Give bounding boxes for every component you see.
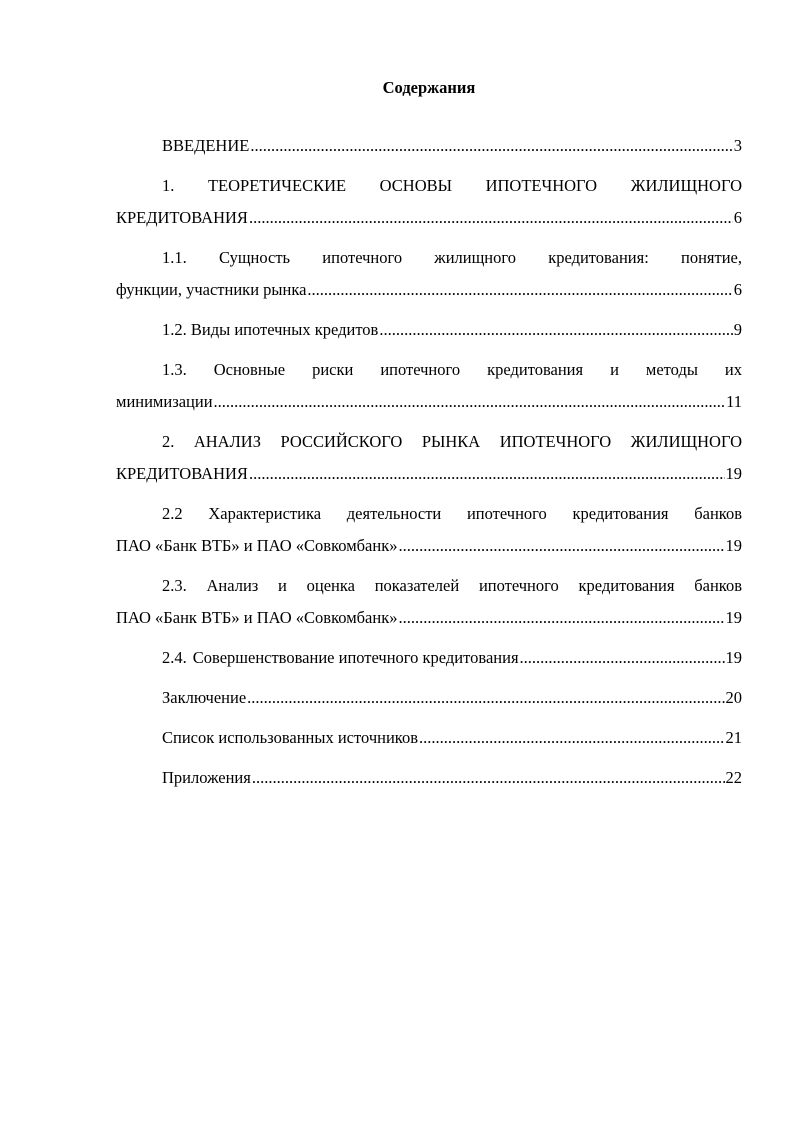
toc-page-number: 19: [725, 464, 742, 483]
toc-page-number: 19: [725, 648, 742, 667]
toc-leader-dots: [520, 642, 725, 674]
toc-entry-text: 1.2. Виды ипотечных кредитов: [162, 320, 379, 339]
toc-entry-section-2-3[interactable]: [116, 570, 742, 634]
toc-entry-text: Список использованных источников: [162, 728, 418, 747]
toc-leader-dots: [398, 602, 724, 634]
toc-entry-text-line2: минимизации: [116, 392, 213, 411]
toc-entry-text-line1: 2.2 Характеристика деятельности ипотечного кредитования банков: [162, 504, 742, 523]
toc-entry-section-1-1[interactable]: [116, 242, 742, 306]
toc-entry-text-line1: 2.3. Анализ и оценка показателей ипотечного кредитования банков: [162, 576, 742, 595]
toc-leader-dots: [214, 386, 726, 418]
toc-leader-dots: [249, 202, 733, 234]
toc-entry-text-line2: функции, участники рынка: [116, 280, 307, 299]
toc-entry-text: Совершенствование ипотечного кредитования: [192, 648, 519, 667]
toc-page-number: 6: [733, 208, 742, 227]
toc-entry-conclusion[interactable]: [116, 682, 742, 714]
toc-leader-dots: [307, 274, 732, 306]
toc-leader-dots: [419, 722, 725, 754]
page-title: Содержания: [382, 78, 476, 97]
toc-entry-introduction[interactable]: [116, 130, 742, 162]
toc-leader-dots: [379, 314, 732, 346]
toc-leader-dots: [247, 682, 724, 714]
table-of-contents: [116, 130, 742, 802]
toc-entry-chapter-1[interactable]: [116, 170, 742, 234]
toc-page-number: 19: [725, 608, 742, 627]
toc-leader-dots: [249, 458, 725, 490]
toc-page-number: 6: [733, 280, 742, 299]
toc-entry-chapter-2[interactable]: [116, 426, 742, 490]
toc-page-number: 19: [725, 536, 742, 555]
toc-page-number: 22: [725, 768, 742, 787]
toc-page-number: 9: [733, 320, 742, 339]
toc-leader-dots: [398, 530, 724, 562]
toc-entry-section-1-2[interactable]: [116, 314, 742, 346]
toc-entry-text-line2: ПАО «Банк ВТБ» и ПАО «Совкомбанк»: [116, 608, 398, 627]
toc-page-number: 20: [725, 688, 742, 707]
toc-entry-appendices[interactable]: [116, 762, 742, 794]
toc-entry-section-1-3[interactable]: [116, 354, 742, 418]
toc-entry-text: Приложения: [162, 768, 251, 787]
toc-entry-text-line1: 1.1. Сущность ипотечного жилищного кредитования: понятие,: [162, 248, 742, 267]
toc-entry-text-line1: 1. ТЕОРЕТИЧЕСКИЕ ОСНОВЫ ИПОТЕЧНОГО ЖИЛИЩНОГО: [162, 176, 742, 195]
toc-entry-text: Заключение: [162, 688, 247, 707]
toc-leader-dots: [250, 130, 732, 162]
toc-entry-text: ВВЕДЕНИЕ: [162, 136, 250, 155]
toc-entry-number: 2.4.: [162, 648, 187, 667]
toc-entry-text-line2: КРЕДИТОВАНИЯ: [116, 464, 248, 483]
toc-page-number: 11: [726, 392, 742, 411]
toc-leader-dots: [252, 762, 725, 794]
toc-entry-text-line1: 2. АНАЛИЗ РОССИЙСКОГО РЫНКА ИПОТЕЧНОГО ЖИЛИЩНОГО: [162, 432, 742, 451]
toc-page-number: 21: [725, 728, 742, 747]
toc-entry-section-2-4[interactable]: [116, 642, 742, 674]
toc-entry-section-2-2[interactable]: [116, 498, 742, 562]
toc-entry-references[interactable]: [116, 722, 742, 754]
toc-entry-text-line2: КРЕДИТОВАНИЯ: [116, 208, 248, 227]
toc-entry-text-line1: 1.3. Основные риски ипотечного кредитования и методы их: [162, 360, 742, 379]
toc-entry-text-line2: ПАО «Банк ВТБ» и ПАО «Совкомбанк»: [116, 536, 398, 555]
toc-page-number: 3: [733, 136, 742, 155]
